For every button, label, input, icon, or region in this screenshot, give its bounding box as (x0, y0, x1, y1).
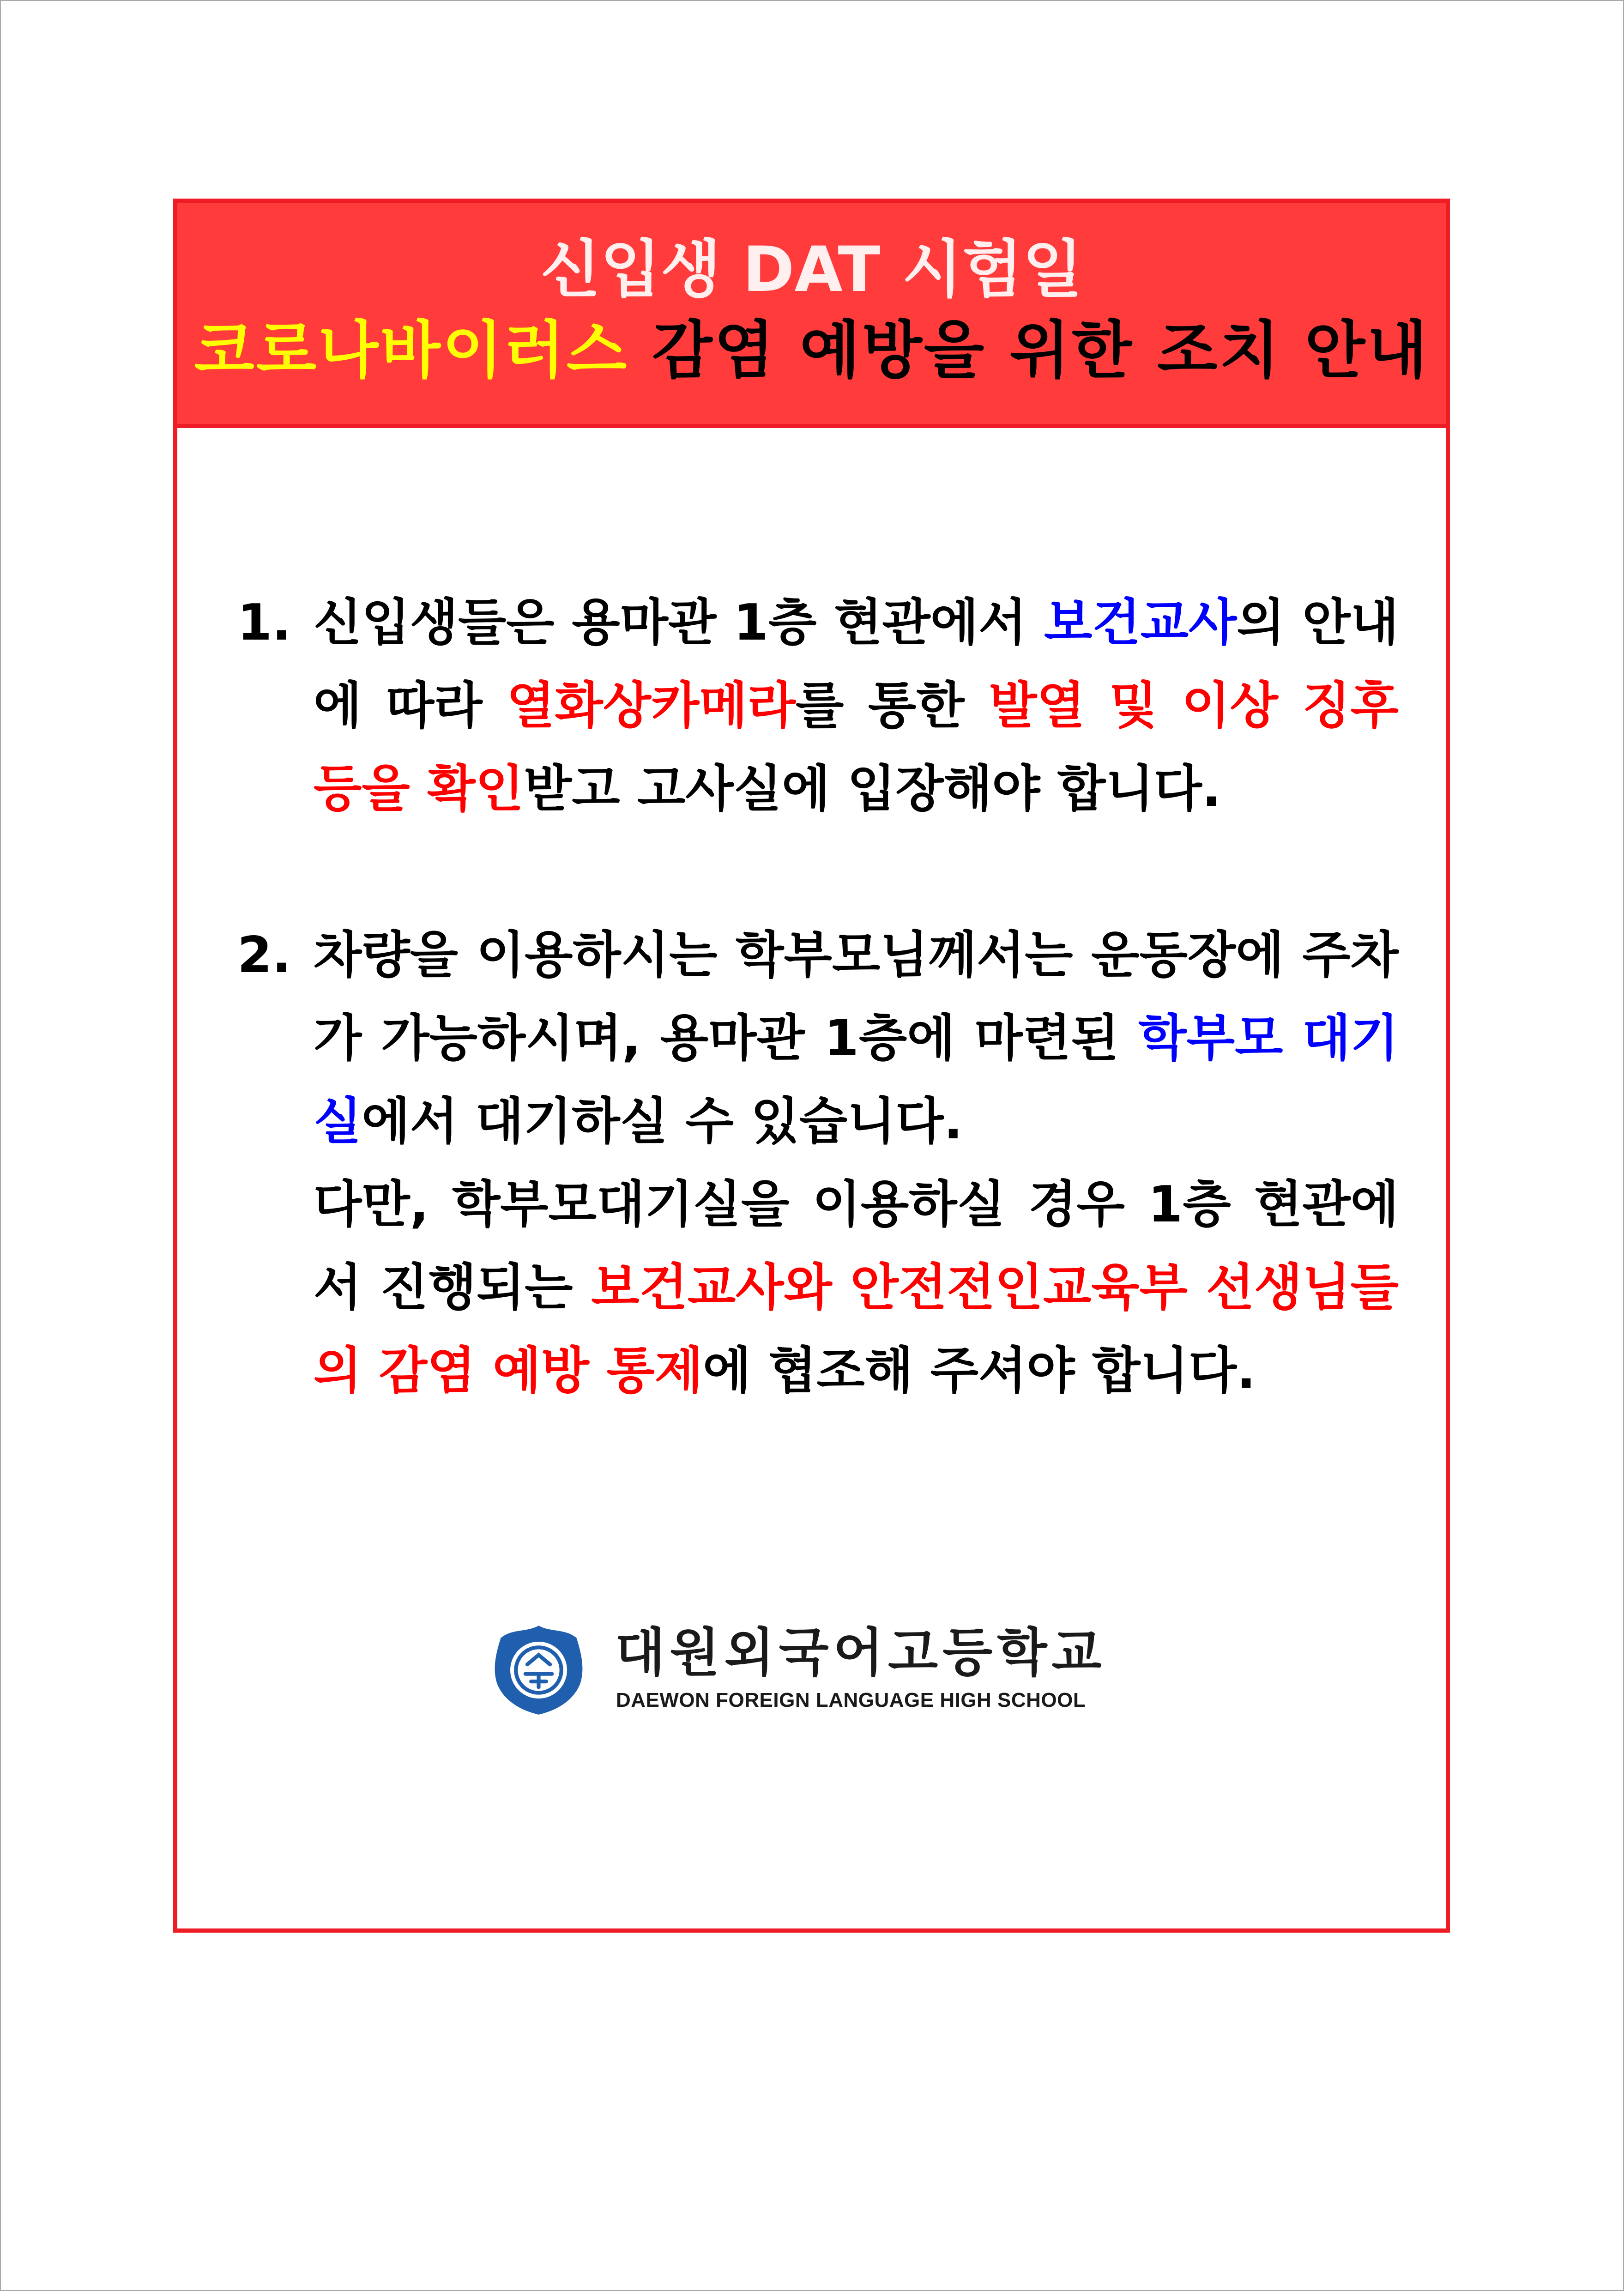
header-subtitle-highlight: 코로나바이러스 (194, 314, 629, 387)
header-subtitle (177, 311, 1446, 390)
text-segment: 에 협조해 주셔야 합니다. (703, 1342, 1256, 1400)
header-subtitle-rest: 감염 예방을 위한 조치 안내 (628, 314, 1429, 387)
school-emblem-icon (491, 1623, 586, 1717)
highlight-red: 보건교사와 안전전인교육부 선생님들의 감염 예방 통제 (314, 1259, 1399, 1400)
text-segment: 다만, 학부모대기실을 이용하실 경우 1층 현관에서 진행되는 (314, 1176, 1399, 1317)
text-segment: 신입생들은 용마관 1층 현관에서 (314, 594, 1044, 652)
school-name-korean: 대원외국어고등학교 (615, 1623, 1106, 1683)
highlight-red: 발열 및 이상 징후 등을 확인 (314, 677, 1399, 818)
notice-item-1 (237, 581, 1399, 831)
text-segment: 받고 고사실에 입장해야 합니다. (523, 760, 1221, 818)
school-logo (491, 1614, 1138, 1724)
item-text (314, 926, 1399, 1150)
highlight-blue: 학부모 대기실 (314, 1009, 1399, 1150)
text-segment: 에서 대기하실 수 있습니다. (362, 1093, 963, 1150)
notice-item-2 (237, 914, 1399, 1413)
item-number: 2. (237, 926, 291, 984)
notice-header (177, 203, 1446, 428)
item-number: 1. (237, 594, 291, 652)
header-title: 신입생 DAT 시험일 (540, 233, 1083, 306)
text-segment: 차량을 이용하시는 학부모님께서는 운동장에 주차가 가능하시며, 용마관 1층에 마련된 (314, 926, 1399, 1067)
text-segment: 의 안내에 따라 (314, 594, 1399, 735)
school-name-english: DAEWON FOREIGN LANGUAGE HIGH SCHOOL (616, 1689, 1086, 1711)
notice-box (173, 199, 1450, 1933)
highlight-blue: 보건교사 (1044, 594, 1237, 652)
highlight-red: 열화상카메라 (507, 677, 796, 735)
item-continuation (314, 1163, 1399, 1413)
notice-body (237, 581, 1399, 1413)
item-text (314, 594, 1399, 818)
text-segment: 를 통한 (796, 677, 989, 735)
